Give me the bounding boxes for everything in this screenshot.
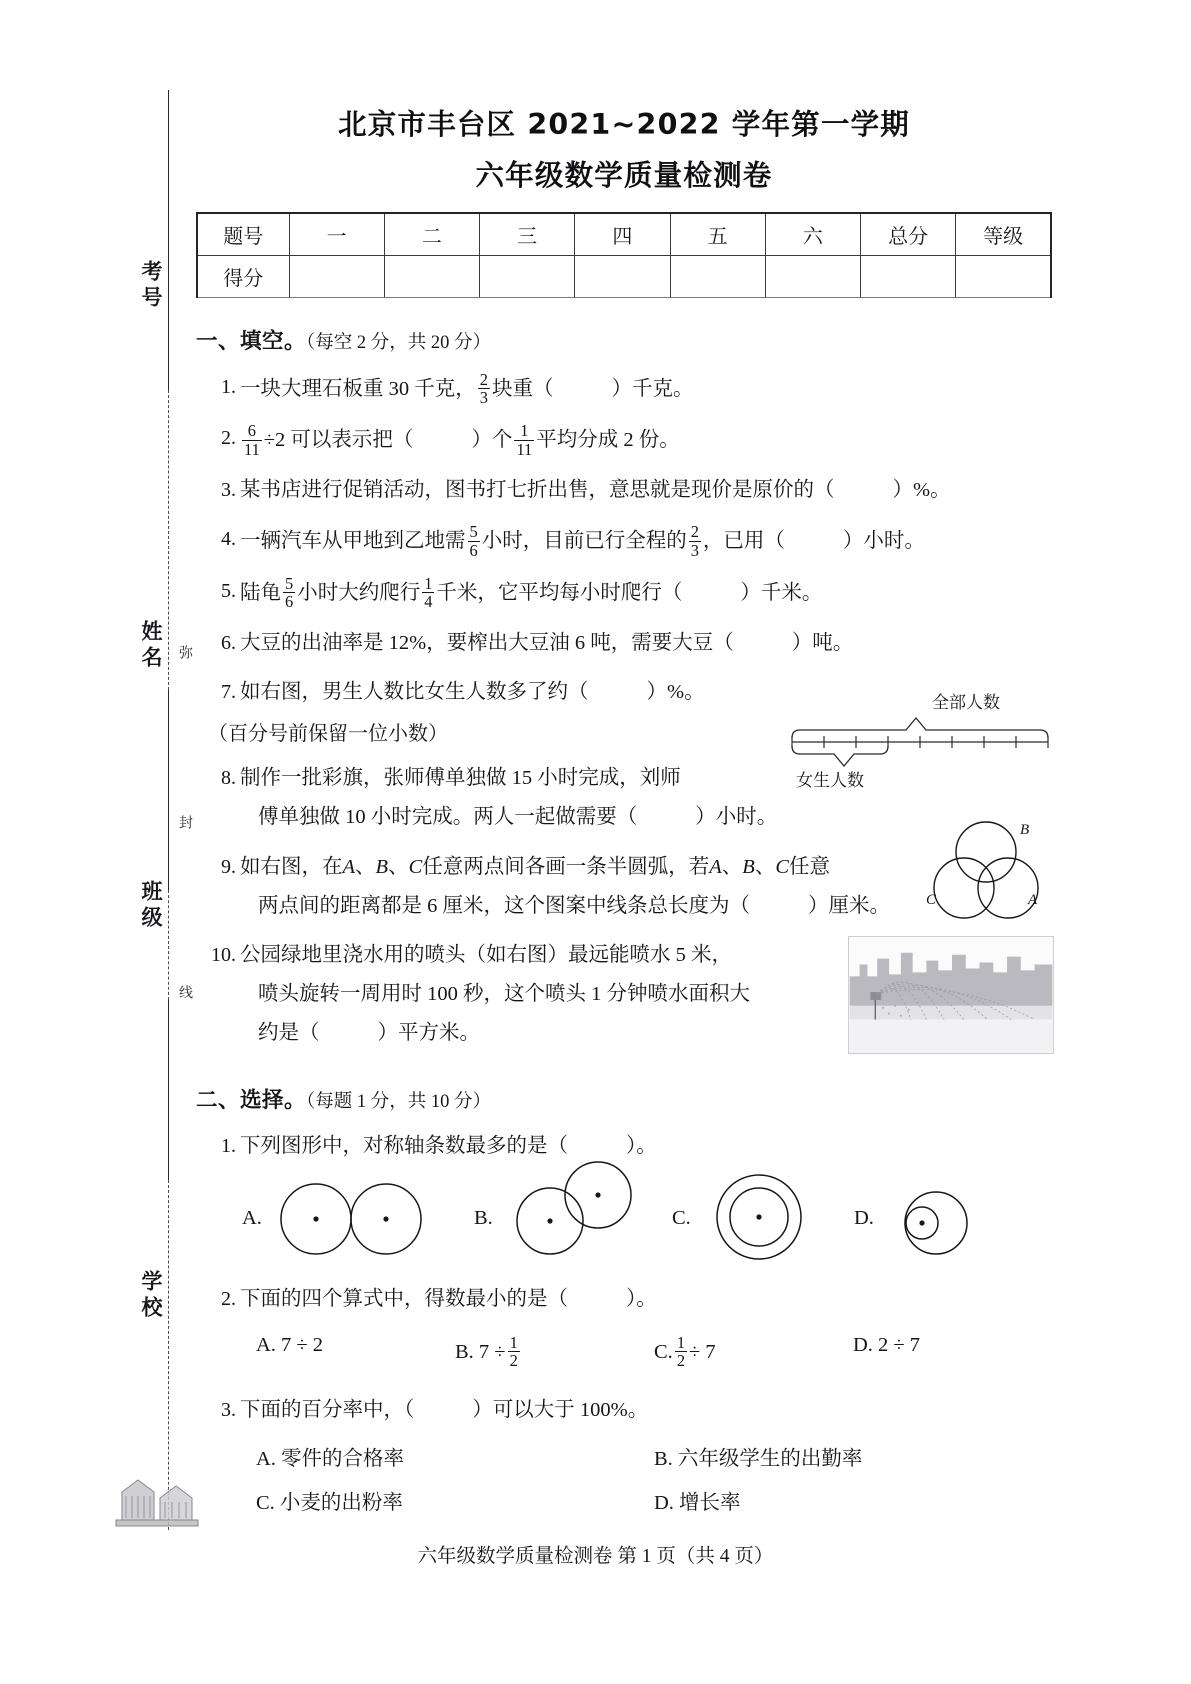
- binding-solid-line-2: [168, 690, 169, 890]
- score-table: [196, 212, 1052, 298]
- fill-q9-a: 如右图，在: [240, 855, 343, 878]
- choice-q1-option-A-label[interactable]: A.: [242, 1206, 262, 1229]
- fill-question-9: 9. 如右图，在A、B、C任意两点间各画一条半圆弧，若A、B、C任意: [196, 851, 1052, 884]
- fill-q5-part1: 陆龟: [240, 581, 281, 604]
- page-title-line1: 北京市丰台区 2021~2022 学年第一学期: [338, 108, 910, 141]
- fill-q10-line3-tail: ）平方米。: [377, 1022, 480, 1045]
- figure-q7-label-total: 全部人数: [932, 693, 1000, 713]
- score-table-col-2: 二: [384, 213, 479, 255]
- score-table-col-grade: 等级: [956, 213, 1051, 255]
- fraction-1-11: $\frac{1}{11}$: [516, 421, 533, 459]
- choice-q3-option-D[interactable]: D. 增长率: [654, 1492, 741, 1515]
- fill-question-1-number: 1.: [221, 375, 236, 398]
- choice-q2-option-A[interactable]: A. 7 ÷ 2: [256, 1334, 324, 1357]
- score-cell-grade[interactable]: [956, 255, 1051, 297]
- fill-question-2-number: 2.: [221, 427, 236, 450]
- binding-solid-line-3: [168, 1000, 169, 1180]
- fill-question-7-number: 7.: [221, 681, 236, 704]
- figure-two-overlapping-circles-icon: [506, 1159, 646, 1267]
- fill-q6-tail: ）吨。: [791, 631, 854, 654]
- point-label-A-2: A: [709, 855, 722, 878]
- figure-q9-three-arcs-diagram: [924, 818, 1048, 924]
- fill-question-5-number: 5.: [221, 580, 236, 603]
- fill-question-9-number: 9.: [221, 855, 236, 878]
- choice-q2-tail: ）。: [626, 1287, 657, 1310]
- fraction-2-3-b: $\frac{2}{3}$: [690, 522, 699, 560]
- fill-q3-tail: ）%。: [892, 479, 951, 502]
- point-label-A-1: A: [342, 855, 356, 878]
- fill-q8-line1: 制作一批彩旗，张师傅单独做 15 小时完成，刘师: [240, 767, 681, 790]
- score-table-col-total: 总分: [861, 213, 956, 255]
- binding-dashed-line-2: [168, 890, 169, 1000]
- section-heading-choice: 二、选择。（每题 1 分，共 10 分）: [196, 1087, 492, 1113]
- fill-q1-part2: 块重（: [491, 377, 554, 400]
- point-label-B-2: B: [742, 855, 755, 878]
- sidebar-label-exam-number: 考号: [139, 260, 163, 312]
- fill-question-8-number: 8.: [221, 767, 236, 790]
- fill-question-2: [196, 422, 1052, 458]
- fill-q7-text: 如右图，男生人数比女生人数多了约（: [240, 681, 589, 704]
- choice-question-3-number: 3.: [221, 1398, 236, 1421]
- fill-q9-e: 任意: [789, 855, 830, 878]
- sidebar-label-school: 学校: [139, 1270, 163, 1322]
- fill-q4-part3: ，已用（: [702, 530, 785, 553]
- choice-q1-tail: ）。: [626, 1134, 657, 1157]
- choice-q1-option-C-label[interactable]: C.: [672, 1206, 691, 1229]
- fill-question-4: [196, 523, 1052, 559]
- score-table-col-1: 一: [289, 213, 384, 255]
- fill-q9-sep2: 、: [388, 855, 409, 878]
- section-heading-fill-in: 一、填空。（每空 2 分，共 20 分）: [196, 328, 492, 354]
- section-2-name: 选择: [240, 1087, 285, 1113]
- score-table-col-3: 三: [480, 213, 575, 255]
- section-2-index: 二、: [196, 1087, 241, 1113]
- seal-mark-xian: 线: [177, 985, 192, 999]
- fraction-5-6: $\frac{5}{6}$: [469, 522, 478, 560]
- fill-question-6: [196, 627, 1052, 660]
- fill-q2-part2: ）个: [471, 429, 513, 452]
- fill-question-6-number: 6.: [221, 631, 236, 654]
- seal-mark-feng: 封: [177, 815, 192, 829]
- fill-question-10-number: 10.: [211, 944, 236, 967]
- choice-q2-option-D[interactable]: D. 2 ÷ 7: [853, 1334, 921, 1357]
- score-table-row-label-1: 得分: [197, 255, 289, 297]
- fill-q8-line2-tail: ）小时。: [695, 806, 778, 829]
- sidebar-label-class: 班级: [139, 880, 163, 932]
- choice-q2-option-C[interactable]: [654, 1334, 853, 1370]
- choice-q1-figures: [236, 1173, 1052, 1265]
- choice-q3-option-A[interactable]: A. 零件的合格率: [256, 1448, 405, 1471]
- score-table-col-6: 六: [765, 213, 860, 255]
- fill-q2-part3: 平均分成 2 份。: [536, 429, 680, 452]
- choice-question-2-number: 2.: [221, 1287, 236, 1310]
- choice-q1-option-B-label[interactable]: B.: [474, 1206, 493, 1229]
- figure-q7-number-line-diagram: [782, 692, 1058, 792]
- fill-question-4-number: 4.: [221, 528, 236, 551]
- score-cell-total[interactable]: [861, 255, 956, 297]
- section-1-index: 一、: [196, 328, 241, 354]
- figure-q10-sprinkler-photo: [848, 936, 1054, 1054]
- fill-question-5: [196, 575, 1052, 611]
- figure-two-tangent-circles-icon: [274, 1175, 434, 1263]
- choice-q3-text: 下面的百分率中，（: [240, 1398, 415, 1421]
- page-footer: 六年级数学质量检测卷 第 1 页（共 4 页）: [417, 1546, 774, 1567]
- choice-q3-options-row1: [256, 1441, 1052, 1471]
- section-1-name: 填空: [240, 328, 285, 354]
- fraction-1-4: $\frac{1}{4}$: [424, 574, 433, 612]
- section-1-points: （每空 2 分，共 20 分）: [306, 332, 492, 353]
- exam-page: [196, 96, 1052, 1515]
- score-cell-3[interactable]: [480, 255, 575, 297]
- sidebar-label-name: 姓名: [139, 620, 163, 672]
- fill-q7-tail: ）%。: [646, 681, 705, 704]
- fill-q5-part4: ）千米。: [740, 581, 823, 604]
- fill-q9-line2-tail: ）厘米。: [808, 894, 890, 917]
- choice-q3-option-B[interactable]: B. 六年级学生的出勤率: [654, 1448, 863, 1471]
- choice-q2-option-C-post: ÷ 7: [689, 1340, 716, 1363]
- section-2-points: （每题 1 分，共 10 分）: [306, 1091, 492, 1112]
- fraction-5-6-b: $\frac{5}{6}$: [285, 574, 294, 612]
- choice-q1-option-D-label[interactable]: D.: [854, 1206, 874, 1229]
- choice-q3-tail: ）可以大于 100%。: [472, 1398, 649, 1421]
- score-cell-6[interactable]: [765, 255, 860, 297]
- fill-q4-part2: 小时，目前已行全程的: [481, 530, 687, 553]
- choice-q2-text: 下面的四个算式中，得数最小的是（: [240, 1287, 568, 1310]
- fill-question-3: [196, 474, 1052, 507]
- fill-question-1: [196, 371, 1052, 407]
- fraction-1-2-b: $\frac{1}{2}$: [509, 1333, 518, 1371]
- point-label-C-2: C: [775, 855, 789, 878]
- fill-q10-line2: 喷头旋转一周用时 100 秒，这个喷头 1 分钟喷水面积大: [258, 983, 750, 1006]
- choice-q3-option-C[interactable]: C. 小麦的出粉率: [256, 1492, 403, 1515]
- fraction-6-11: $\frac{6}{11}$: [244, 421, 260, 459]
- binding-solid-line-1: [168, 90, 169, 390]
- fraction-1-2-c: $\frac{1}{2}$: [676, 1333, 686, 1371]
- fraction-2-3: $\frac{2}{3}$: [479, 369, 488, 407]
- fill-q1-part1: 一块大理石板重 30 千克，: [240, 377, 476, 400]
- table-row-header: [197, 213, 1051, 255]
- figure-q9-point-A: A: [1028, 892, 1038, 908]
- table-row-scores: [197, 255, 1051, 297]
- choice-question-2: [196, 1283, 1052, 1316]
- figure-concentric-circles-icon: [704, 1169, 814, 1265]
- fill-q5-part3: 千米，它平均每小时爬行（: [436, 581, 683, 604]
- page-title-line2: 六年级数学质量检测卷: [475, 159, 773, 192]
- choice-q2-option-C-pre: C.: [654, 1340, 673, 1363]
- fill-q4-part4: ）小时。: [842, 530, 925, 553]
- binding-strip: [120, 90, 190, 1530]
- fill-q9-d: 任意两点间各画一条半圆弧，若: [422, 855, 710, 878]
- fill-question-3-number: 3.: [221, 479, 236, 502]
- fill-q5-part2: 小时大约爬行: [297, 581, 421, 604]
- fill-q10-line3: 约是（: [258, 1022, 320, 1045]
- fill-q7-note: （百分号前保留一位小数）: [208, 723, 448, 746]
- decorative-seal-icon: [110, 1450, 205, 1530]
- fill-q9-line2: 两点间的距离都是 6 厘米，这个图案中线条总长度为（: [258, 894, 750, 917]
- figure-q9-point-B: B: [1020, 822, 1030, 838]
- fill-q1-part3: ）千克。: [611, 377, 694, 400]
- figure-q7-label-girls: 女生人数: [796, 771, 864, 791]
- score-cell-4[interactable]: [575, 255, 670, 297]
- choice-q1-text: 下列图形中，对称轴条数最多的是（: [240, 1134, 568, 1157]
- score-table-col-5: 五: [670, 213, 765, 255]
- choice-q2-options: [256, 1334, 1052, 1370]
- fill-q2-part1: ÷2 可以表示把（: [263, 429, 414, 452]
- fill-q4-part1: 一辆汽车从甲地到乙地需: [240, 530, 466, 553]
- score-cell-2[interactable]: [384, 255, 479, 297]
- choice-q3-options-row2: [256, 1485, 1052, 1515]
- choice-question-1-number: 1.: [221, 1134, 236, 1157]
- score-cell-1[interactable]: [289, 255, 384, 297]
- point-label-B-1: B: [375, 855, 389, 878]
- fill-q10-line1: 公园绿地里浇水用的喷头（如右图）最远能喷水 5 米，: [240, 944, 732, 967]
- score-table-col-4: 四: [575, 213, 670, 255]
- fill-q6-text: 大豆的出油率是 12%，要榨出大豆油 6 吨，需要大豆（: [240, 631, 734, 654]
- fill-q9-sep1: 、: [355, 855, 376, 878]
- choice-q2-option-B[interactable]: [455, 1334, 654, 1370]
- figure-internally-tangent-circles-icon: [886, 1187, 986, 1259]
- choice-question-3: [196, 1394, 1052, 1427]
- point-label-C-1: C: [408, 855, 423, 878]
- score-cell-5[interactable]: [670, 255, 765, 297]
- choice-q2-option-B-pre: B. 7 ÷: [455, 1340, 506, 1363]
- score-table-row-label-0: 题号: [197, 213, 289, 255]
- seal-mark-mi: 弥: [177, 645, 192, 659]
- fill-q3-text: 某书店进行促销活动，图书打七折出售，意思就是现价是原价的（: [240, 479, 835, 502]
- figure-q9-point-C: C: [926, 892, 937, 908]
- fill-q8-line2: 傅单独做 10 小时完成。两人一起做需要（: [258, 806, 638, 829]
